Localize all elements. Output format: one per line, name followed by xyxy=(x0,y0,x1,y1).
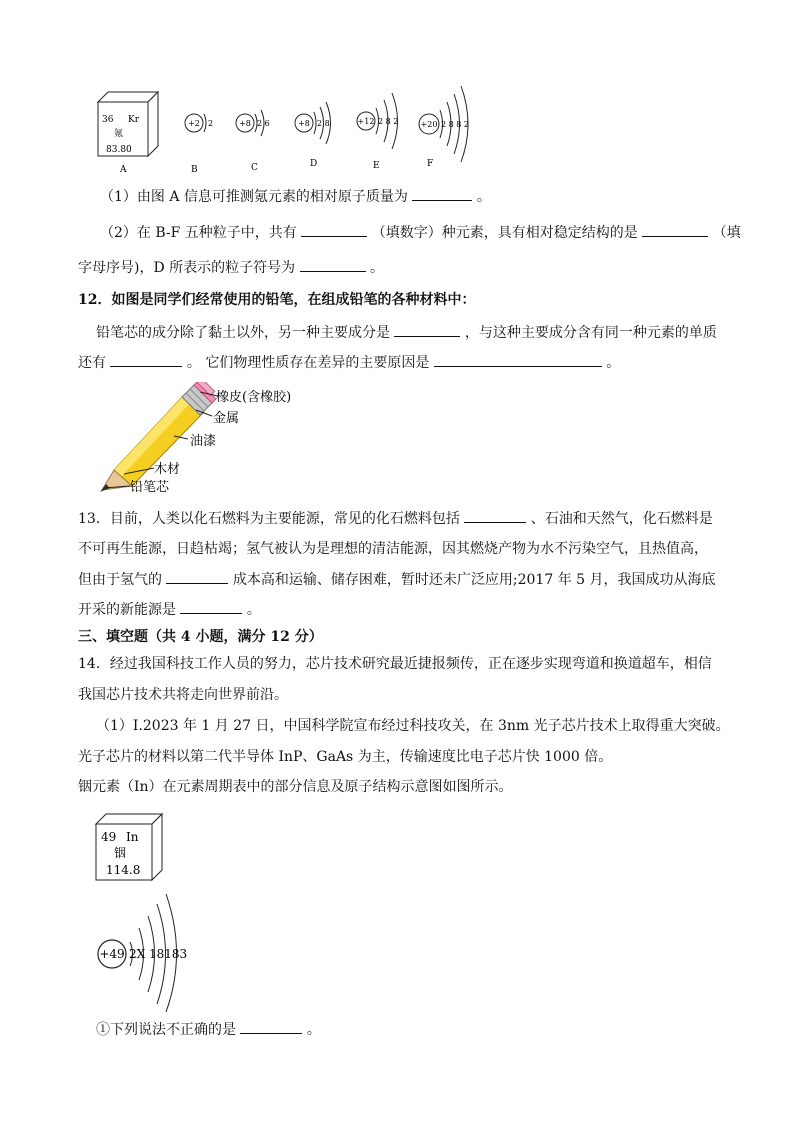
atom-d-shells: 2 8 xyxy=(317,119,330,128)
q14-line4: 光子芯片的材料以第二代半导体 InP、GaAs 为主，传输速度比电子芯片快 1000 倍。 xyxy=(78,749,613,765)
q12-title: 12．如图是同学们经常使用的铅笔，在组成铅笔的各种材料中： xyxy=(78,292,476,308)
kr-mass: 83.80 xyxy=(106,145,132,155)
in-name: 铟 xyxy=(114,846,127,860)
atom-f-shells: 2 8 8 2 xyxy=(441,120,469,129)
label-wood: 木材 xyxy=(154,462,181,477)
label-lead: 铅笔芯 xyxy=(130,480,170,495)
label-c: C xyxy=(251,163,258,173)
label-metal: 金属 xyxy=(213,411,240,426)
atom-f-nucleus: +20 xyxy=(420,120,438,129)
label-e: E xyxy=(373,161,380,171)
kr-symbol: Kr xyxy=(128,115,140,125)
krypton-element-box xyxy=(98,92,158,156)
q14-line2: 我国芯片技术共将走向世界前沿。 xyxy=(78,687,288,703)
answer-blank[interactable] xyxy=(464,508,526,523)
q12-line2: 还有 。 它们物理性质存在差异的主要原因是 。 xyxy=(78,352,620,373)
atom-f xyxy=(419,86,469,169)
indium-element-box xyxy=(92,812,172,884)
q13-line2: 不可再生能源，日趋枯竭；氢气被认为是理想的清洁能源，因其燃烧产物为水不污染空气，且热值高， xyxy=(78,541,708,557)
atom-d xyxy=(295,102,331,169)
q13-line1: 13．目前，人类以化石燃料为主要能源，常见的化石燃料包括 、石油和天然气，化石燃料是 xyxy=(78,508,713,529)
label-eraser: 橡皮(含橡胶) xyxy=(216,390,292,405)
q14-sub1: ①下列说法不正确的是 。 xyxy=(96,1019,321,1040)
label-b: B xyxy=(191,165,198,175)
q13-line3: 但由于氢气的 成本高和运输、储存困难，暂时还未广泛应用;2017 年 5 月，我国成功从海底 xyxy=(78,569,716,590)
answer-blank[interactable] xyxy=(166,569,228,584)
atom-d-nucleus: +8 xyxy=(298,119,310,128)
q12-line1: 铅笔芯的成分除了黏土以外，另一种主要成分是 ，与这种主要成分含有同一种元素的单质 xyxy=(96,322,717,343)
answer-blank[interactable] xyxy=(412,186,472,201)
in-shells: 2X 18183 xyxy=(129,947,188,961)
atom-figure-a-f xyxy=(90,80,490,180)
atom-b-shells: 2 xyxy=(208,119,214,128)
atom-c-nucleus: +8 xyxy=(239,119,251,128)
atom-e-shells: 2 8 2 xyxy=(378,117,399,126)
in-nucleus: +49 xyxy=(99,947,125,961)
q11-part1: （1）由图 A 信息可推测氪元素的相对原子质量为 。 xyxy=(100,186,491,207)
pencil-figure xyxy=(92,382,322,500)
q11-part2-line1: （2）在 B-F 五种粒子中，共有 （填数字）种元素，具有相对稳定结构的是 （填 xyxy=(100,222,741,243)
q14-line1: 14．经过我国科技工作人员的努力，芯片技术研究最近捷报频传，正在逐步实现弯道和换道超车，相信 xyxy=(78,656,712,672)
circled-one: ① xyxy=(96,1022,110,1038)
answer-blank[interactable] xyxy=(394,322,460,337)
atom-e xyxy=(357,93,398,171)
label-f: F xyxy=(427,159,434,169)
q13-line4: 开采的新能源是 。 xyxy=(78,599,261,620)
q14-line3: （1）Ⅰ.2023 年 1 月 27 日，中国科学院宣布经过科技攻关，在 3nm 光子芯片技术上取得重大突破。 xyxy=(96,718,730,734)
label-d: D xyxy=(310,159,318,169)
indium-atom-diagram xyxy=(90,890,200,1014)
kr-name: 氪 xyxy=(114,129,124,139)
q11-part2-line2: 字母序号)，D 所表示的粒子符号为 。 xyxy=(78,257,384,278)
answer-blank[interactable] xyxy=(434,352,602,367)
section-heading: 三、填空题（共 4 小题，满分 12 分） xyxy=(78,629,323,645)
answer-blank[interactable] xyxy=(180,599,242,614)
answer-blank[interactable] xyxy=(240,1019,302,1034)
answer-blank[interactable] xyxy=(642,222,708,237)
atom-b-nucleus: +2 xyxy=(188,119,200,128)
label-paint: 油漆 xyxy=(190,434,217,449)
atom-b xyxy=(185,114,213,175)
atom-c-shells: 2 6 xyxy=(257,119,270,128)
kr-number: 36 xyxy=(102,115,114,125)
answer-blank[interactable] xyxy=(301,222,367,237)
in-number: 49 xyxy=(101,830,117,844)
q14-line5: 铟元素（In）在元素周期表中的部分信息及原子结构示意图如图所示。 xyxy=(78,779,513,795)
atom-c xyxy=(236,110,270,173)
atom-e-nucleus: +12 xyxy=(357,117,375,126)
answer-blank[interactable] xyxy=(300,257,366,272)
label-a: A xyxy=(120,165,127,175)
answer-blank[interactable] xyxy=(110,352,182,367)
in-mass: 114.8 xyxy=(106,863,141,877)
in-symbol: In xyxy=(126,830,139,844)
